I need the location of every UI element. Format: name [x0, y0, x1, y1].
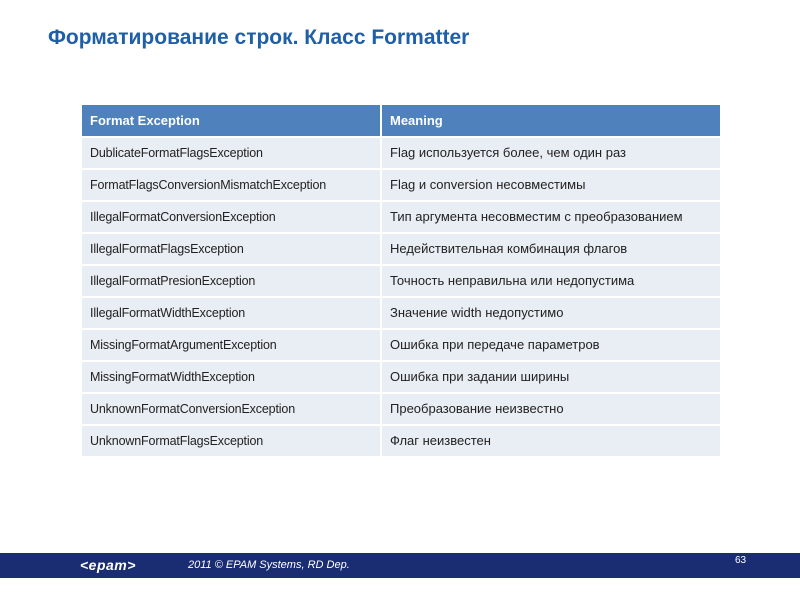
exception-name-cell: IllegalFormatConversionException	[81, 201, 381, 233]
page-number: 63	[735, 555, 747, 566]
table-row	[81, 201, 721, 233]
meaning-cell: Ошибка при передаче параметров	[381, 329, 721, 361]
table-row	[81, 233, 721, 265]
meaning-cell: Недействительная комбинация флагов	[381, 233, 721, 265]
exception-name-cell: IllegalFormatFlagsException	[81, 233, 381, 265]
column-header-format-exception: Format Exception	[81, 104, 381, 137]
table-row	[81, 361, 721, 393]
meaning-cell: Ошибка при задании ширины	[381, 361, 721, 393]
meaning-cell: Значение width недопустимо	[381, 297, 721, 329]
table-row	[81, 169, 721, 201]
exception-name-cell: MissingFormatWidthException	[81, 361, 381, 393]
meaning-cell: Флаг неизвестен	[381, 425, 721, 457]
meaning-cell: Преобразование неизвестно	[381, 393, 721, 425]
meaning-cell: Flag используется более, чем один раз	[381, 137, 721, 169]
table-row	[81, 265, 721, 297]
table-row	[81, 297, 721, 329]
footer-copyright: 2011 © EPAM Systems, RD Dep.	[188, 559, 350, 571]
slide-title: Форматирование строк. Класс Formatter	[48, 26, 470, 49]
meaning-cell: Тип аргумента несовместим с преобразованием	[381, 201, 721, 233]
exception-name-cell: IllegalFormatPresionException	[81, 265, 381, 297]
exception-name-cell: UnknownFormatFlagsException	[81, 425, 381, 457]
exception-name-cell: IllegalFormatWidthException	[81, 297, 381, 329]
table-header-row	[81, 104, 721, 137]
exception-name-cell: MissingFormatArgumentException	[81, 329, 381, 361]
exception-name-cell: DublicateFormatFlagsException	[81, 137, 381, 169]
epam-logo: <epam>	[80, 557, 136, 573]
meaning-cell: Flag и conversion несовместимы	[381, 169, 721, 201]
footer-bar	[0, 553, 800, 578]
table-row	[81, 137, 721, 169]
exception-name-cell: UnknownFormatConversionException	[81, 393, 381, 425]
table-row	[81, 425, 721, 457]
column-header-meaning: Meaning	[381, 104, 721, 137]
exceptions-table	[80, 103, 722, 458]
meaning-cell: Точность неправильна или недопустима	[381, 265, 721, 297]
table-row	[81, 393, 721, 425]
table-row	[81, 329, 721, 361]
exception-name-cell: FormatFlagsConversionMismatchException	[81, 169, 381, 201]
